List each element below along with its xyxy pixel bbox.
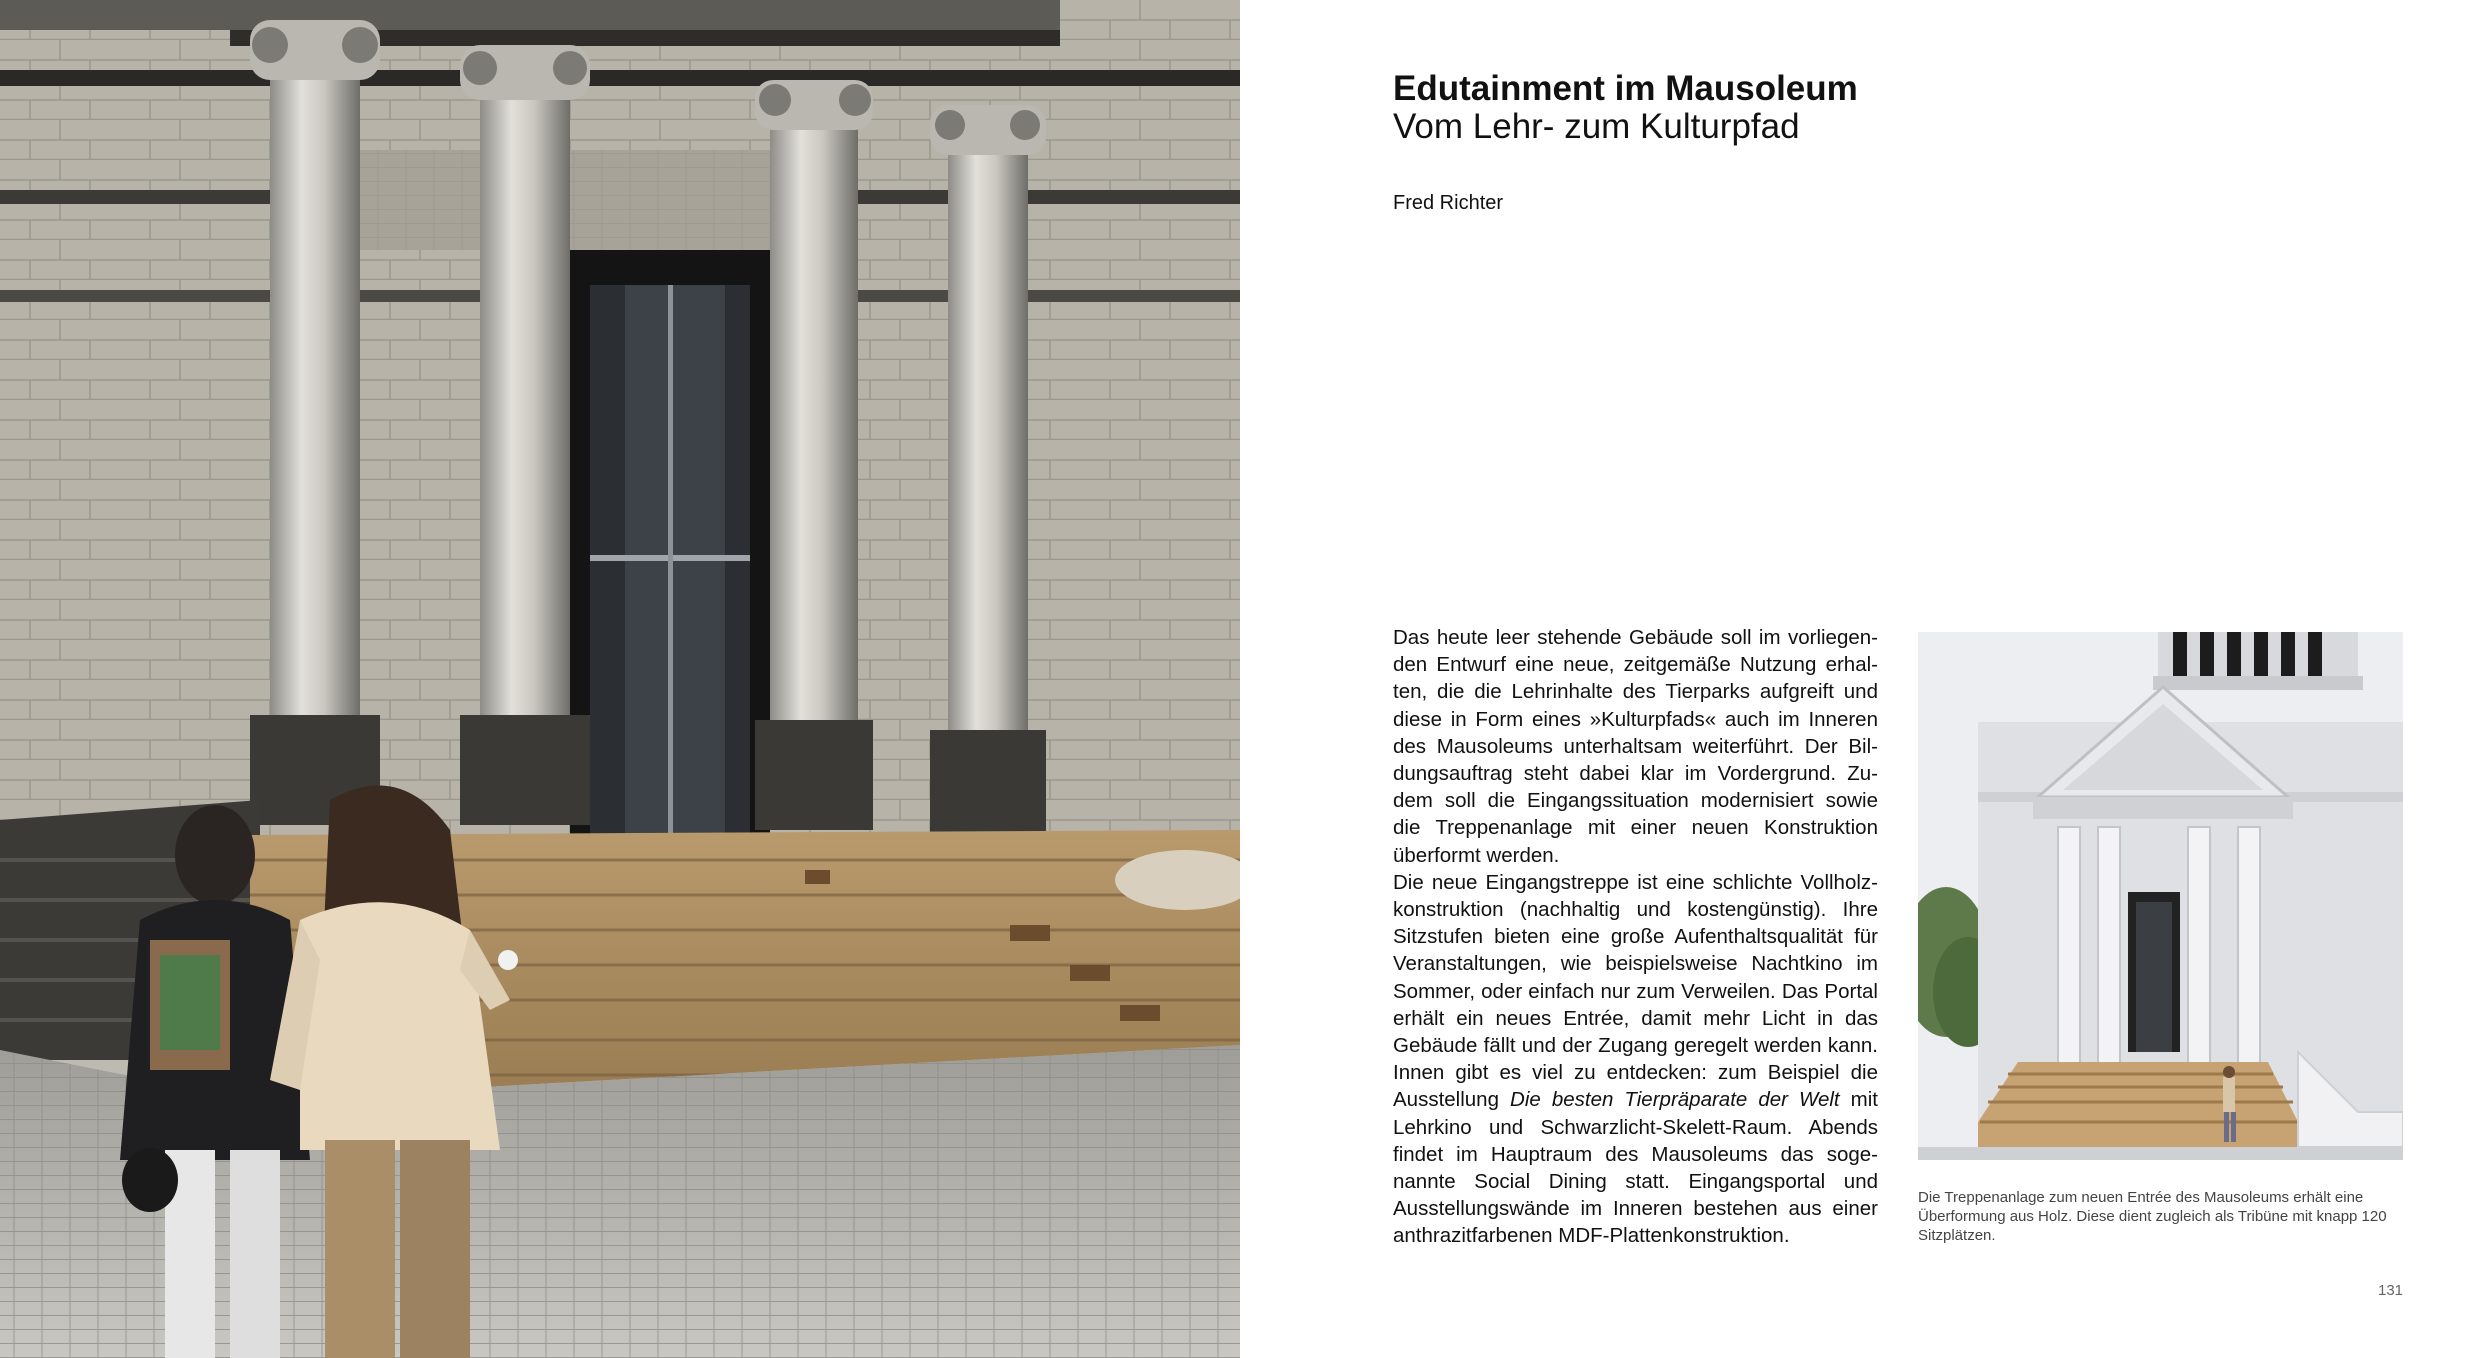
figure-caption: Die Treppenanlage zum neuen Entrée des Mausoleums erhält eine Überformung aus Holz. Diese dient zugleich als Tribüne mit knapp 120 Sitzplätzen. [1918, 1189, 2387, 1244]
article-title: Edutainment im Mausoleum [1393, 69, 1858, 108]
text-page [1240, 0, 2480, 1358]
article-subtitle: Vom Lehr- zum Kulturpfad [1393, 107, 1800, 146]
body-text-run: Die neue Eingangstreppe ist eine schlichte Vollholzkonstruktion (nachhaltig und kostengünstig). Ihre Sitzstufen bieten eine große Aufenthaltsqualität für Veranstaltungen, wie beispielsweise Nachtkino im Sommer, oder einfach nur zum Verweilen. Das Portal erhält ein neues Entrée, damit mehr Licht in das Gebäude fällt und der Zugang geregelt werden kann. Innen gibt es viel zu entdecken: zum Beispiel die Ausstellung [1393, 870, 1878, 1112]
body-text-run: mit Lehrkino und Schwarzlicht-Skelett-Raum. Abends findet im Hauptraum des Mausoleums das sogenannte Social Dining statt. Eingangsportal und Ausstellungswände im Inneren bestehen aus einer anthrazitfarbenen MDF-Plattenkonstruktion. [1393, 1088, 1879, 1248]
page-number: 131 [2378, 1282, 2404, 1299]
author-name: Fred Richter [1393, 192, 1504, 214]
article-body [1393, 624, 1878, 1250]
body-paragraph: Das heute leer stehende Gebäude soll im vorliegenden Entwurf eine neue, zeitgemäße Nutzung erhalten, die die Lehrinhalte des Tierparks aufgreift und diese in Form eines »Kulturpfads« auch im Inneren des Mausoleums unterhaltsam weiterführt. Der Bildungsauftrag steht dabei klar im Vordergrund. Zudem soll die Eingangssituation modernisiert sowie die Treppenanlage mit einer neuen Konstruktion überformt werden. [1393, 626, 1878, 867]
exhibition-title: Die besten Tierpräparate der Welt [1510, 1088, 1840, 1112]
mausoleum-rendering-figure [1918, 632, 2403, 1160]
body-paragraph [1393, 869, 1878, 1250]
